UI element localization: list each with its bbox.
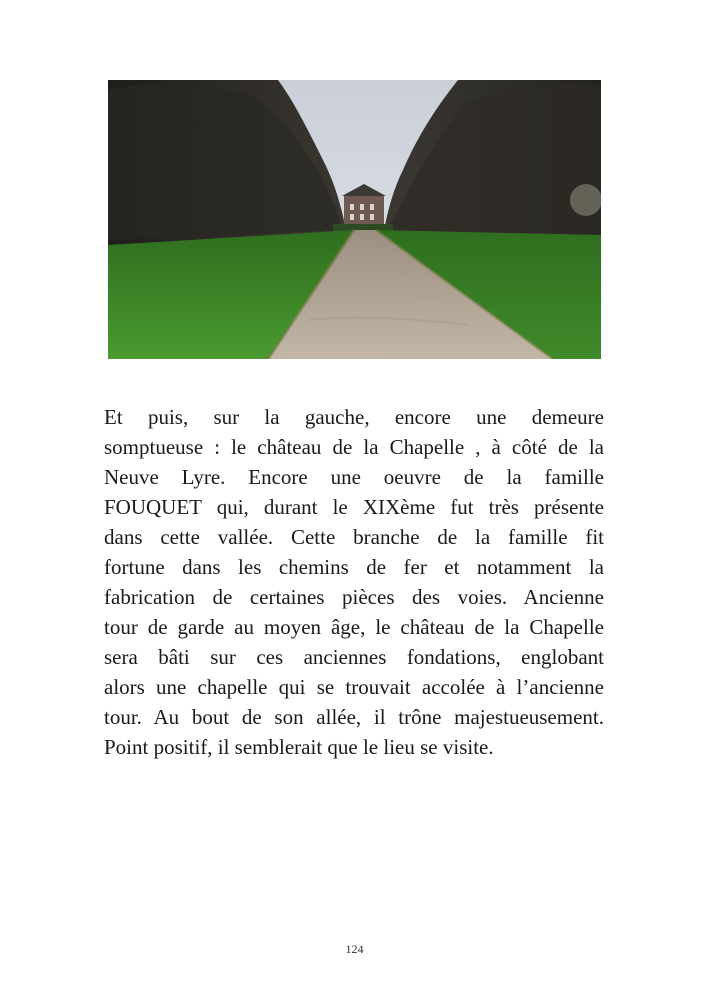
paragraph-line: dans cette vallée. Cette branche de la famille fit [104, 525, 604, 549]
paragraph-line: fortune dans les chemins de fer et notamment la [104, 555, 604, 579]
chateau-alley-photo [108, 80, 601, 359]
chateau-alley-illustration [108, 80, 601, 359]
page-number: 124 [345, 942, 364, 956]
paragraph-line: tour. Au bout de son allée, il trône majestueusement. [104, 705, 604, 729]
body-paragraph [104, 402, 604, 762]
paragraph-line: fabrication de certaines pièces des voies. Ancienne [104, 585, 604, 609]
paragraph-line: Neuve Lyre. Encore une oeuvre de la famille [104, 465, 604, 489]
paragraph-line: tour de garde au moyen âge, le château de la Chapelle [104, 615, 604, 639]
paragraph-line: sera bâti sur ces anciennes fondations, englobant [104, 645, 604, 669]
paragraph-line: Point positif, il semblerait que le lieu se visite. [104, 735, 494, 759]
paragraph-line: alors une chapelle qui se trouvait accolée à l’ancienne [104, 675, 604, 699]
paragraph-line: somptueuse : le château de la Chapelle , à côté de la [104, 435, 604, 459]
paragraph-line: FOUQUET qui, durant le XIXème fut très présente [104, 495, 604, 519]
paragraph-line: Et puis, sur la gauche, encore une demeure [104, 405, 604, 429]
